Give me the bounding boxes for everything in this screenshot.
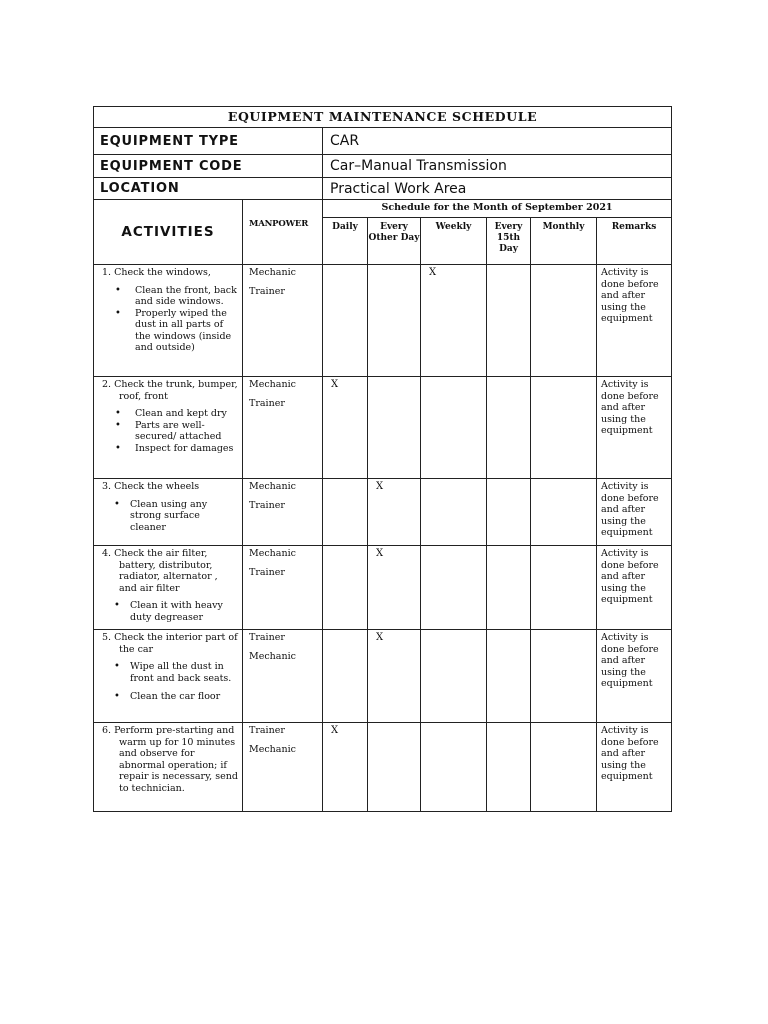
activities-header: ACTIVITIES [94, 200, 243, 265]
manpower-cell [243, 630, 323, 723]
weekly-mark: X [421, 265, 487, 377]
daily-header: Daily [323, 218, 368, 265]
activity-cell [94, 630, 243, 723]
weekly-mark [421, 546, 487, 630]
daily-mark: X [323, 377, 368, 479]
every-15th-day-mark [487, 546, 531, 630]
manpower-role: Trainer [249, 397, 285, 409]
remarks-cell: Activity is done before and after using the equipment [597, 630, 672, 723]
monthly-mark [531, 546, 597, 630]
weekly-mark [421, 479, 487, 546]
equipment-type-label: EQUIPMENT TYPE [94, 128, 323, 155]
manpower-role: Trainer [249, 725, 285, 736]
manpower-role: Trainer [249, 285, 285, 297]
remarks-cell: Activity is done before and after using the equipment [597, 377, 672, 479]
activity-cell [94, 479, 243, 546]
remarks-cell: Activity is done before and after using the equipment [597, 546, 672, 630]
equipment-type-value: CAR [323, 128, 672, 155]
activity-cell [94, 265, 243, 377]
activity-step: • Clean the car floor [99, 691, 238, 703]
manpower-role: Trainer [249, 499, 285, 511]
every-15th-day-mark [487, 377, 531, 479]
activity-title: 2. Check the trunk, bumper, roof, front [102, 379, 238, 402]
activity-step: • Properly wiped the dust in all parts of the windows (inside and outside) [99, 308, 238, 354]
manpower-role: Trainer [249, 566, 285, 578]
manpower-role: Trainer [249, 632, 285, 643]
every-15th-day-header: Every 15th Day [487, 218, 531, 265]
every-15th-day-mark [487, 265, 531, 377]
daily-mark: X [323, 723, 368, 812]
manpower-role: Mechanic [249, 379, 296, 390]
activity-row [94, 546, 672, 630]
activity-title: 1. Check the windows, [102, 267, 211, 278]
remarks-cell: Activity is done before and after using the equipment [597, 265, 672, 377]
remarks-header: Remarks [597, 218, 672, 265]
activity-cell [94, 546, 243, 630]
every-15th-day-mark [487, 630, 531, 723]
weekly-mark [421, 377, 487, 479]
manpower-cell [243, 546, 323, 630]
weekly-header: Weekly [421, 218, 487, 265]
monthly-header: Monthly [531, 218, 597, 265]
manpower-cell [243, 265, 323, 377]
equipment-code-value: Car–Manual Transmission [323, 155, 672, 178]
monthly-mark [531, 479, 597, 546]
every-other-day-mark [368, 377, 421, 479]
activity-step: • Inspect for damages [99, 443, 238, 455]
activity-cell [94, 723, 243, 812]
activity-steps [99, 499, 238, 534]
activity-steps [99, 408, 238, 454]
activity-row [94, 265, 672, 377]
manpower-cell [243, 377, 323, 479]
activity-row [94, 377, 672, 479]
activity-title: 6. Perform pre-starting and warm up for 10 minutes and observe for abnormal operation; if repair is necessary, send to technician. [102, 725, 238, 794]
manpower-header: MANPOWER [243, 200, 323, 265]
monthly-mark [531, 377, 597, 479]
activity-cell [94, 377, 243, 479]
daily-mark [323, 265, 368, 377]
location-label: LOCATION [94, 178, 323, 200]
remarks-cell: Activity is done before and after using the equipment [597, 723, 672, 812]
daily-mark [323, 479, 368, 546]
activity-title: 3. Check the wheels [102, 481, 200, 492]
document-title: EQUIPMENT MAINTENANCE SCHEDULE [94, 107, 672, 128]
activity-step: • Clean it with heavy duty degreaser [99, 600, 238, 623]
equipment-code-label: EQUIPMENT CODE [94, 155, 323, 178]
every-other-day-mark: X [368, 479, 421, 546]
every-other-day-mark [368, 265, 421, 377]
manpower-cell [243, 479, 323, 546]
every-other-day-mark: X [368, 630, 421, 723]
activity-step: • Clean the front, back and side windows. [99, 285, 238, 308]
daily-mark [323, 546, 368, 630]
activity-step: • Parts are well-secured/ attached [99, 420, 238, 443]
maintenance-schedule-table [93, 106, 672, 812]
activity-steps [99, 600, 238, 623]
weekly-mark [421, 630, 487, 723]
activity-row [94, 630, 672, 723]
schedule-month-header: Schedule for the Month of September 2021 [323, 200, 672, 218]
monthly-mark [531, 265, 597, 377]
remarks-cell: Activity is done before and after using the equipment [597, 479, 672, 546]
manpower-role: Mechanic [249, 743, 296, 755]
activity-step: • Clean and kept dry [99, 408, 238, 420]
activity-title: 4. Check the air filter, battery, distributor, radiator, alternator , and air filter [102, 548, 218, 594]
activity-steps [99, 285, 238, 354]
activity-steps [99, 661, 238, 703]
every-15th-day-mark [487, 479, 531, 546]
activity-step: • Wipe all the dust in front and back seats. [99, 661, 238, 684]
manpower-role: Mechanic [249, 650, 296, 662]
manpower-role: Mechanic [249, 481, 296, 492]
monthly-mark [531, 630, 597, 723]
every-other-day-mark: X [368, 546, 421, 630]
activity-title: 5. Check the interior part of the car [102, 632, 238, 655]
weekly-mark [421, 723, 487, 812]
manpower-cell [243, 723, 323, 812]
every-other-day-mark [368, 723, 421, 812]
every-other-day-header: Every Other Day [368, 218, 421, 265]
monthly-mark [531, 723, 597, 812]
activity-row [94, 723, 672, 812]
manpower-role: Mechanic [249, 548, 296, 559]
activity-row [94, 479, 672, 546]
activity-step: • Clean using any strong surface cleaner [99, 499, 238, 534]
location-value: Practical Work Area [323, 178, 672, 200]
daily-mark [323, 630, 368, 723]
every-15th-day-mark [487, 723, 531, 812]
manpower-role: Mechanic [249, 267, 296, 278]
